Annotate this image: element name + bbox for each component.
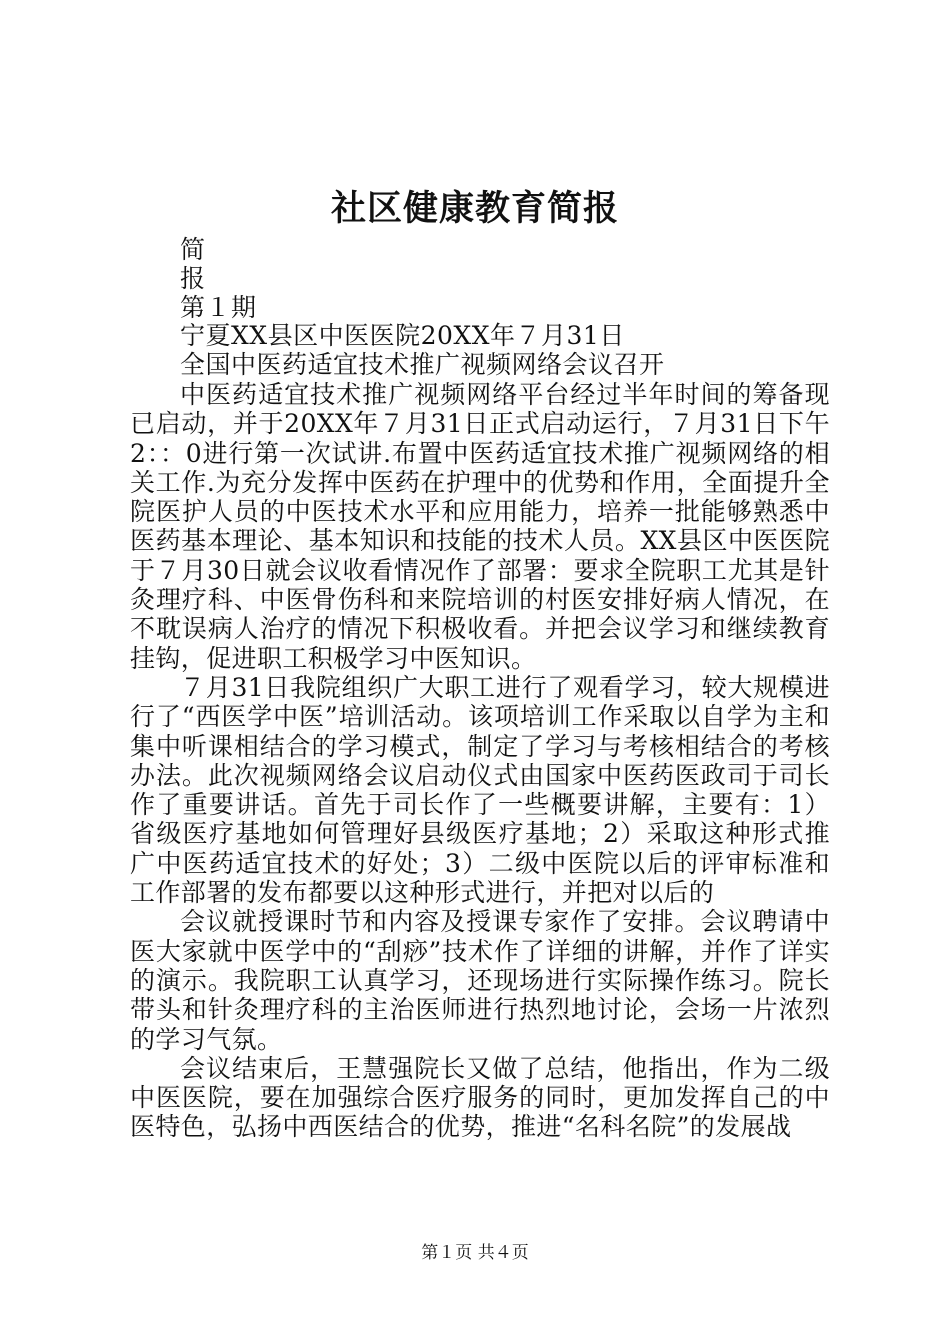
issue-number: 第１期 bbox=[180, 292, 257, 322]
paragraph-4: 会议结束后，王慧强院长又做了总结，他指出，作为二级中医医院，要在加强综合医疗服务的同时，更加发挥自己的中医特色，弘扬中西医结合的优势，推进“名科名院”的发展战 bbox=[130, 1053, 830, 1142]
issuer-and-date: 宁夏XX县区中医医院20XX年７月31日 bbox=[180, 321, 625, 351]
header-line-1: 简 bbox=[180, 235, 206, 264]
document-title: 社区健康教育简报 bbox=[330, 188, 619, 229]
paragraph-2: ７月31日我院组织广大职工进行了观看学习，较大规模进行了“西医学中医”培训活动。该项培训工作采取以自学为主和集中听课相结合的学习模式，制定了学习与考核相结合的考核办法。此次视频网络会议启动仪式由国家中医药医政司于司长作了重要讲话。首先于司长作了一些概要讲解，主要有：1）省级医疗基地如何管理好县级医疗基地；2）采取这种形式推广中医药适宜技术的好处；3）二级中医院以后的评审标准和工作部署的发布都要以这种形式进行，并把对以后的 bbox=[130, 672, 830, 908]
header-line-2: 报 bbox=[180, 263, 206, 293]
article-headline: 全国中医药适宜技术推广视频网络会议召开 bbox=[180, 350, 665, 380]
paragraph-3: 会议就授课时节和内容及授课专家作了安排。会议聘请中医大家就中医学中的“刮痧”技术作了详细的讲解，并作了详实的演示。我院职工认真学习，还现场进行实际操作练习。院长带头和针灸理疗科的主治医师进行热烈地讨论，会场一片浓烈的学习气氛。 bbox=[130, 907, 830, 1054]
page-footer: 第１页 共４页 bbox=[421, 1243, 529, 1263]
document-body bbox=[130, 236, 830, 1142]
paragraph-1: 中医药适宜技术推广视频网络平台经过半年时间的筹备现已启动，并于20XX年７月31日正式启动运行，７月31日下午2：：0进行第一次试讲.布置中医药适宜技术推广视频网络的相关工作.为充分发挥中医药在护理中的优势和作用，全面提升全院医护人员的中医技术水平和应用能力，培养一批能够熟悉中医药基本理论、基本知识和技能的技术人员。XX县区中医医院于７月30日就会议收看情况作了部署：要求全院职工尤其是针灸理疗科、中医骨伤科和来院培训的村医安排好病人情况，在不耽误病人治疗的情况下积极收看。并把会议学习和继续教育挂钩，促进职工积极学习中医知识。 bbox=[130, 379, 830, 673]
